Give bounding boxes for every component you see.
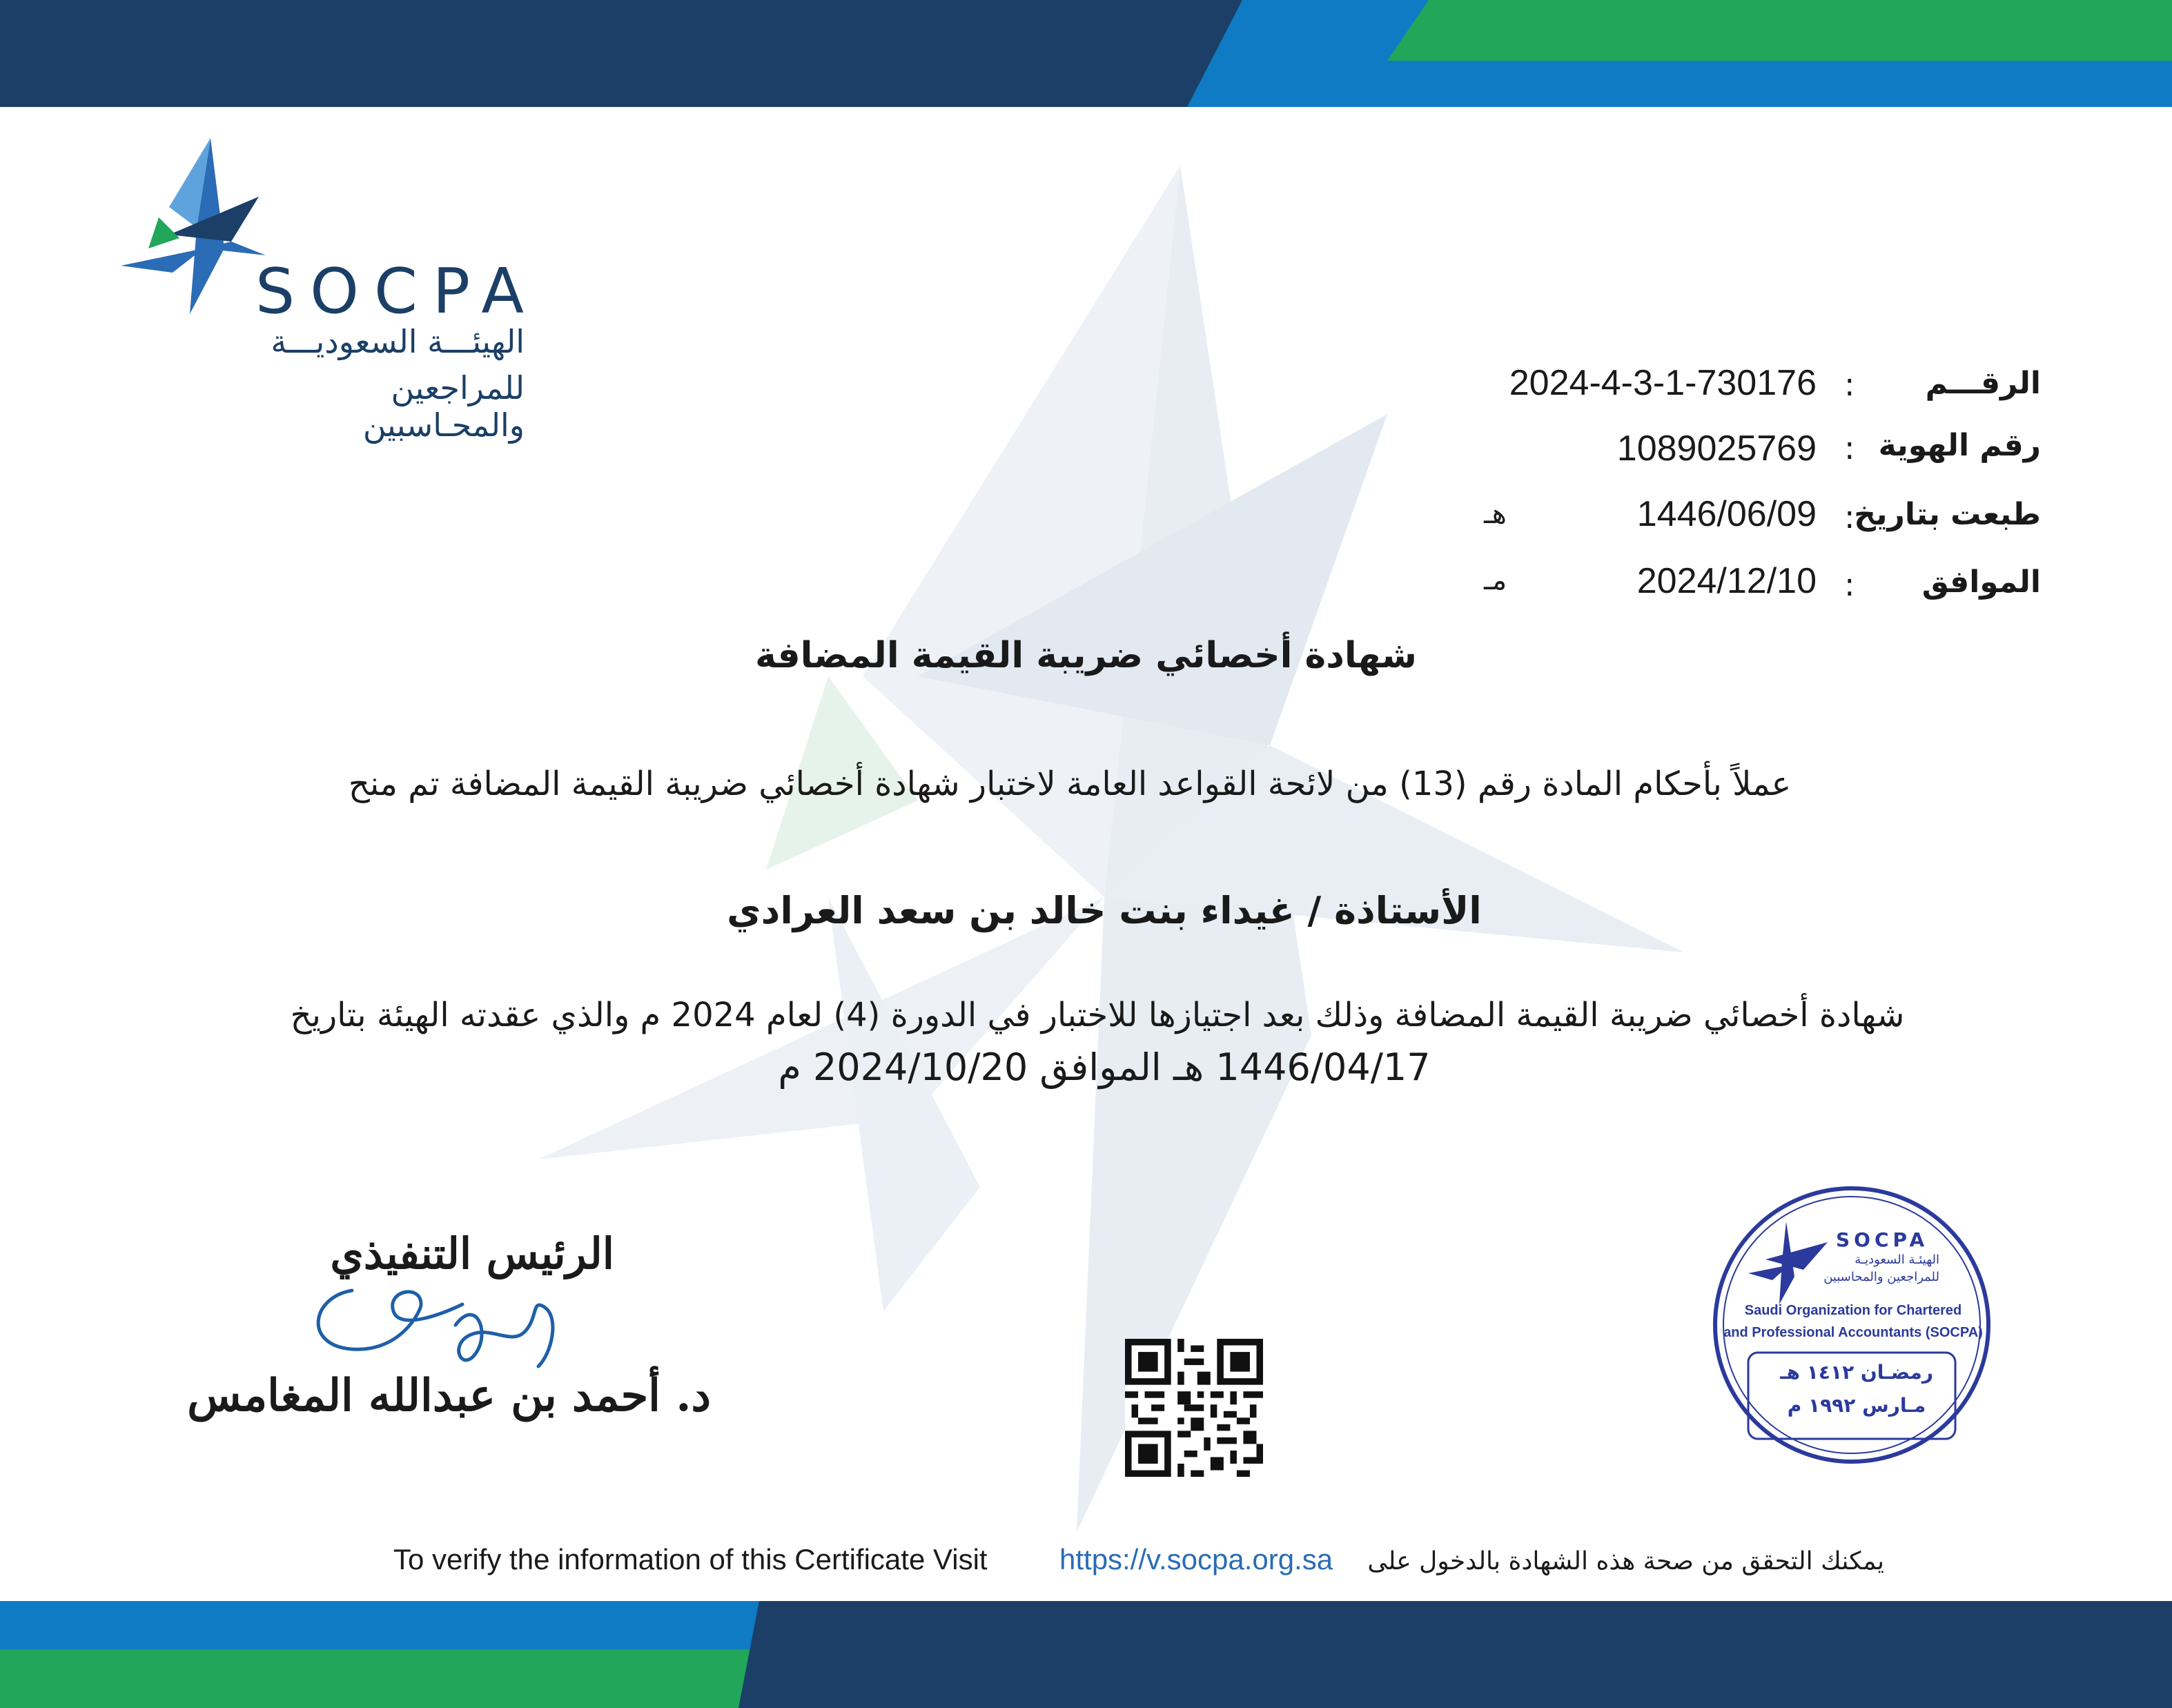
number-label: الرقـــم <box>1925 366 2041 401</box>
stamp-latin-text: SOCPA <box>1836 1228 1929 1251</box>
corresponding-date-colon: : <box>1844 566 1855 603</box>
stamp-date-line1: رمضـان ١٤١٢ هـ <box>1780 1361 1933 1384</box>
logo-arabic-line1: الهيئـــة السعوديـــة <box>271 323 525 360</box>
bottom-decorative-band <box>0 1601 2172 1708</box>
corresponding-date-value: 2024/12/10 <box>1636 561 1817 601</box>
stamp-arabic-line2: للمراجعين والمحاسبين <box>1823 1270 1939 1284</box>
print-date-label: طبعت بتاريخ <box>1854 497 2041 532</box>
id-colon: : <box>1844 429 1855 467</box>
footer-verify-link[interactable]: https://v.socpa.org.sa <box>1059 1543 1333 1576</box>
print-date-unit: هـ <box>1484 498 1507 530</box>
logo-arabic-line2: للمراجعين والمحـاسبين <box>362 369 525 444</box>
stamp-english-line1: Saudi Organization for Chartered <box>1744 1303 1962 1318</box>
print-date-value: 1446/06/09 <box>1636 494 1817 534</box>
certificate-title: شهادة أخصائي ضريبة القيمة المضافة <box>755 635 1417 676</box>
certificate-body-line2: 1446/04/17 هـ الموافق 2024/10/20 م <box>778 1046 1431 1089</box>
id-label: رقم الهوية <box>1878 428 2041 463</box>
certificate-intro: عملاً بأحكام المادة رقم (13) من لائحة القواعد العامة لاختبار شهادة أخصائي ضريبة القيمة المضافة تم منح <box>348 765 1792 803</box>
number-value: 2024-4-3-1-730176 <box>1509 363 1817 403</box>
corresponding-date-unit: مـ <box>1484 565 1507 596</box>
socpa-star-logo-icon <box>121 138 273 324</box>
footer-verify-arabic: يمكنك التحقق من صحة هذه الشهادة بالدخول على <box>1367 1547 1884 1576</box>
signatory-title: الرئيس التنفيذي <box>330 1228 614 1279</box>
stamp-date-line2: مـارس ١٩٩٢ م <box>1787 1394 1926 1417</box>
print-date-colon: : <box>1844 498 1855 536</box>
certificate-body-line1: شهادة أخصائي ضريبة القيمة المضافة وذلك بعد اجتيازها للاختبار في الدورة (4) لعام 2024 م والذي عقدته الهيئة بتاريخ <box>290 996 1905 1034</box>
recipient-name: الأستاذة / غيداء بنت خالد بن سعد العرادي <box>727 889 1482 932</box>
corresponding-date-label: الموافق <box>1921 565 2041 600</box>
number-colon: : <box>1844 366 1855 403</box>
verification-qr-code <box>1122 1339 1266 1477</box>
footer-verify-english: To verify the information of this Certificate Visit <box>393 1543 988 1576</box>
stamp-arabic-line1: الهيئـة السعوديـة <box>1855 1253 1939 1267</box>
stamp-english-line2: and Professional Accountants (SOCPA) <box>1723 1325 1983 1340</box>
id-value: 1089025769 <box>1616 429 1817 469</box>
signatory-name: د. أحمد بن عبدالله المغامس <box>187 1370 711 1422</box>
logo-latin-text: SOCPA <box>255 255 539 328</box>
